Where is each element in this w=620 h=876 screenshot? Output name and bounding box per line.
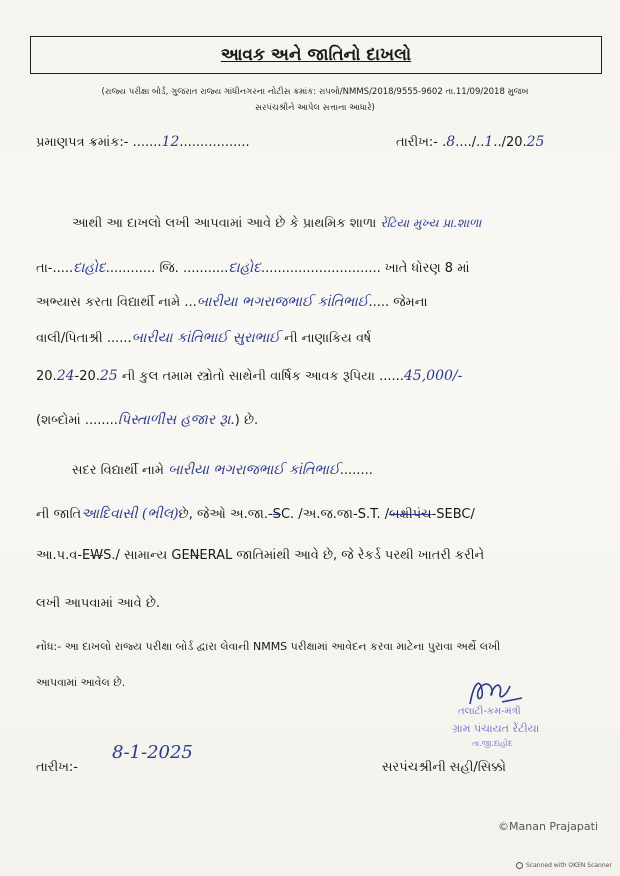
note-line-1: નોંધ:- આ દાખલો રાજ્ય પરીક્ષા બોર્ડ દ્વારા લેવાની NMMS પરીક્ષામાં આવેદન કરવા માટેના પુરાવા અર્થે લખી <box>36 640 501 653</box>
guardian-suffix: ની નાણાકિય વર્ષ <box>280 331 372 346</box>
title-box <box>30 36 602 74</box>
date-day: 8 <box>446 134 456 150</box>
scanner-text: Scanned with OKEN Scanner <box>526 862 612 869</box>
guardian-prefix: વાલી/પિતાશ્રી ...... <box>36 331 132 346</box>
subnote-line-1: (રાજ્ય પરીક્ષા બોર્ડ, ગુજરાત રાજ્ય ગાંધીનગરના નોટીસ ક્રમાંક: રાપબો/NMMS/2018/9555-9602 તા.11/09/2018 મુજબ <box>101 87 529 97</box>
income-words: પિસ્તાળીસ હજાર રૂા. <box>117 412 235 428</box>
caste-prefix: ની જાતિ <box>36 507 82 522</box>
category-ews-struck: W <box>90 548 104 563</box>
income-amount: 45,000/- <box>403 368 463 384</box>
year-mid: -20. <box>74 369 100 384</box>
year-to: 25 <box>99 368 118 384</box>
cert-number-row <box>36 134 250 150</box>
category-text-a: આ.પ.વ-E <box>36 548 91 563</box>
income-text: ની કુલ તમામ સ્ત્રોતો સાથેની વાર્ષિક આવક રૂપિયા ...... <box>117 369 404 384</box>
signature-stamp <box>440 676 590 756</box>
watermark-text: ©Manan Prajapati <box>498 820 599 833</box>
school-text: આથી આ દાખલો લખી આપવામાં આવે છે કે પ્રાથમિક શાળા <box>72 216 381 231</box>
closing-line: લખી આપવામાં આવે છે. <box>36 596 161 611</box>
stamp-line-2: ગ્રામ પંચાયત રેંટીયા <box>452 722 540 735</box>
caste-student-name: બારીયા ભગરાજભાઈ કાંતિભાઈ <box>168 462 340 478</box>
category-text-c: ERAL જાતિમાંથી આવે છે, જે રેકર્ડ પરથી ખાતરી કરીને <box>199 548 485 563</box>
guardian-name: બારીયા કાંતિભાઈ સુરાભાઈ <box>131 330 280 346</box>
category-general-struck: N <box>189 548 200 563</box>
cert-number-dots: ....... <box>132 135 162 150</box>
student-name-line <box>36 294 428 310</box>
subnote-line-2: સરપંચશ્રીને આપેલ સત્તાના આધારે) <box>255 103 375 113</box>
date-sep-2: ../20. <box>493 135 527 150</box>
document-title: આવક અને જાતિનો દાખલો <box>220 45 412 65</box>
guardian-name-line <box>36 330 371 346</box>
student-caste-name-line <box>72 462 373 478</box>
stamp-line-1: તલાટી-કમ-મંત્રી <box>458 706 521 717</box>
taluka-prefix: તા-..... <box>36 261 74 276</box>
income-line <box>36 368 462 384</box>
caste-value: આદિવાસી (ભીલ) <box>81 506 179 522</box>
caste-student-prefix: સદર વિદ્યાર્થી નામે <box>72 463 169 478</box>
caste-text-b: C. /અ.જ.જા-S.T. / <box>280 507 390 522</box>
signature-scribble <box>466 676 526 710</box>
district-prefix: ............ જિ. ........... <box>105 261 229 276</box>
date-row <box>396 134 544 150</box>
caste-student-dots: ........ <box>339 463 373 478</box>
caste-sc-struck: S <box>272 507 281 522</box>
category-text-b: S./ સામાન્ય GE <box>103 548 190 563</box>
taluka-value: દાહોદ <box>73 260 106 276</box>
category-line <box>36 548 484 563</box>
year-from: 24 <box>56 368 75 384</box>
caste-text-a: છે, જેઓ અ.જા.- <box>178 507 273 522</box>
bottom-date-row <box>36 760 78 775</box>
cert-number-value: 12 <box>161 134 180 150</box>
student-name: બારીયા ભગરાજભાઈ કાંતિભાઈ <box>196 294 369 310</box>
stamp-line-3: તા.જી.દાહોદ <box>472 739 513 748</box>
income-words-line <box>36 412 258 428</box>
date-sep-1: ..../.. <box>455 135 485 150</box>
district-value: દાહોદ <box>228 260 261 276</box>
taluka-district-line <box>36 260 470 276</box>
words-suffix: ) છે. <box>234 413 259 428</box>
student-prefix: અભ્યાસ કરતા વિદ્યાર્થી નામે ... <box>36 295 197 310</box>
note-line-2: આપવામાં આવેલ છે. <box>36 676 126 689</box>
cert-number-label: પ્રમાણપત્ર ક્રમાંક:- <box>36 135 133 150</box>
student-suffix: ..... જેમના <box>368 295 428 310</box>
cert-number-dots-2: ................. <box>179 135 250 150</box>
bottom-date-label: તારીખ:- <box>36 760 78 775</box>
standard-text: ............................. ખાતે ધોરણ 8 માં <box>260 261 470 276</box>
year-prefix: 20. <box>36 369 57 384</box>
date-month: 1 <box>484 134 494 150</box>
date-year: 25 <box>526 134 545 150</box>
date-dots: . <box>442 135 447 150</box>
paragraph-school-line <box>72 216 481 231</box>
scanner-icon <box>516 862 523 869</box>
sarpanch-sign-label: સરપંચશ્રીની સહી/સિક્કો <box>382 760 506 775</box>
caste-bakshi-struck: બક્ષીપંચ <box>389 507 432 522</box>
school-name: રેંટિયા મુખ્ય પ્રા.શાળા <box>380 216 482 230</box>
scanner-footer <box>516 862 612 869</box>
bottom-date-value: 8-1-2025 <box>112 742 193 763</box>
words-prefix: (શબ્દોમાં ........ <box>36 413 118 428</box>
caste-text-c: -SEBC/ <box>431 507 475 522</box>
caste-line <box>36 506 475 522</box>
date-label: તારીખ:- <box>396 135 443 150</box>
